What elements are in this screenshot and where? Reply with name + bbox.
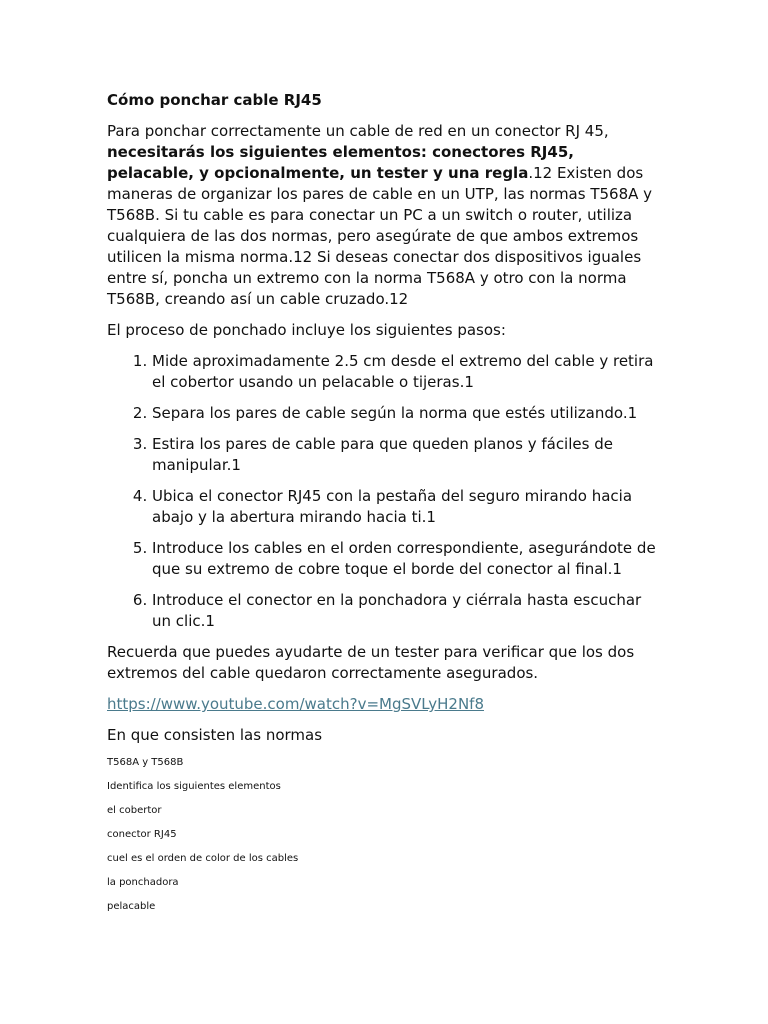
step-item: 3. Estira los pares de cable para que queden planos y fáciles de manipular.1 (152, 434, 662, 476)
video-link-paragraph (107, 694, 662, 715)
step-item: 4. Ubica el conector RJ45 con la pestaña del seguro mirando hacia abajo y la abertura mirando hacia ti.1 (152, 486, 662, 528)
notes-list (107, 756, 662, 914)
note-item: pelacable (107, 901, 156, 912)
note-item: Identifica los siguientes elementos (107, 781, 281, 792)
note-item: cuel es el orden de color de los cables (107, 853, 299, 864)
note-item: el cobertor (107, 805, 162, 816)
note-item: conector RJ45 (107, 829, 177, 840)
step-item: 6. Introduce el conector en la ponchadora y ciérrala hasta escuchar un clic.1 (152, 590, 662, 632)
note-item: T568A y T568B (107, 757, 184, 768)
step-item: 1. Mide aproximadamente 2.5 cm desde el extremo del cable y retira el cobertor usando un pelacable o tijeras.1 (152, 351, 662, 393)
video-link[interactable]: https://www.youtube.com/watch?v=MgSVLyH2Nf8 (107, 695, 484, 713)
reminder-paragraph: Recuerda que puedes ayudarte de un tester para verificar que los dos extremos del cable quedaron correctamente asegurados. (107, 643, 635, 682)
intro-paragraph (107, 121, 662, 310)
intro-text-2: .12 Existen dos maneras de organizar los pares de cable en un UTP, las normas T568A y T568B. Si tu cable es para conectar un PC a un switch o router, utiliza cualquiera de las dos normas, pero asegúrate de que ambos extremos utilicen la misma norma.12 Si deseas conectar dos dispositivos iguales entre sí, poncha un extremo con la norma T568A y otro con la norma T568B, creando así un cable cruzado.12 (107, 164, 653, 308)
process-intro: El proceso de ponchado incluye los siguientes pasos: (107, 321, 506, 339)
intro-text-1: Para ponchar correctamente un cable de red en un conector RJ 45, (107, 122, 609, 140)
document-title: Cómo ponchar cable RJ45 (107, 91, 322, 109)
question-heading: En que consisten las normas (107, 726, 323, 744)
document-body (107, 90, 662, 924)
steps-list (107, 351, 662, 632)
intro-bold-text: necesitarás los siguientes elementos: conectores RJ45, pelacable, y opcionalmente, un tester y una regla (107, 143, 574, 182)
step-item: 5. Introduce los cables en el orden correspondiente, asegurándote de que su extremo de cobre toque el borde del conector al final.1 (152, 538, 662, 580)
step-item: 2. Separa los pares de cable según la norma que estés utilizando.1 (152, 403, 662, 424)
note-item: la ponchadora (107, 877, 179, 888)
